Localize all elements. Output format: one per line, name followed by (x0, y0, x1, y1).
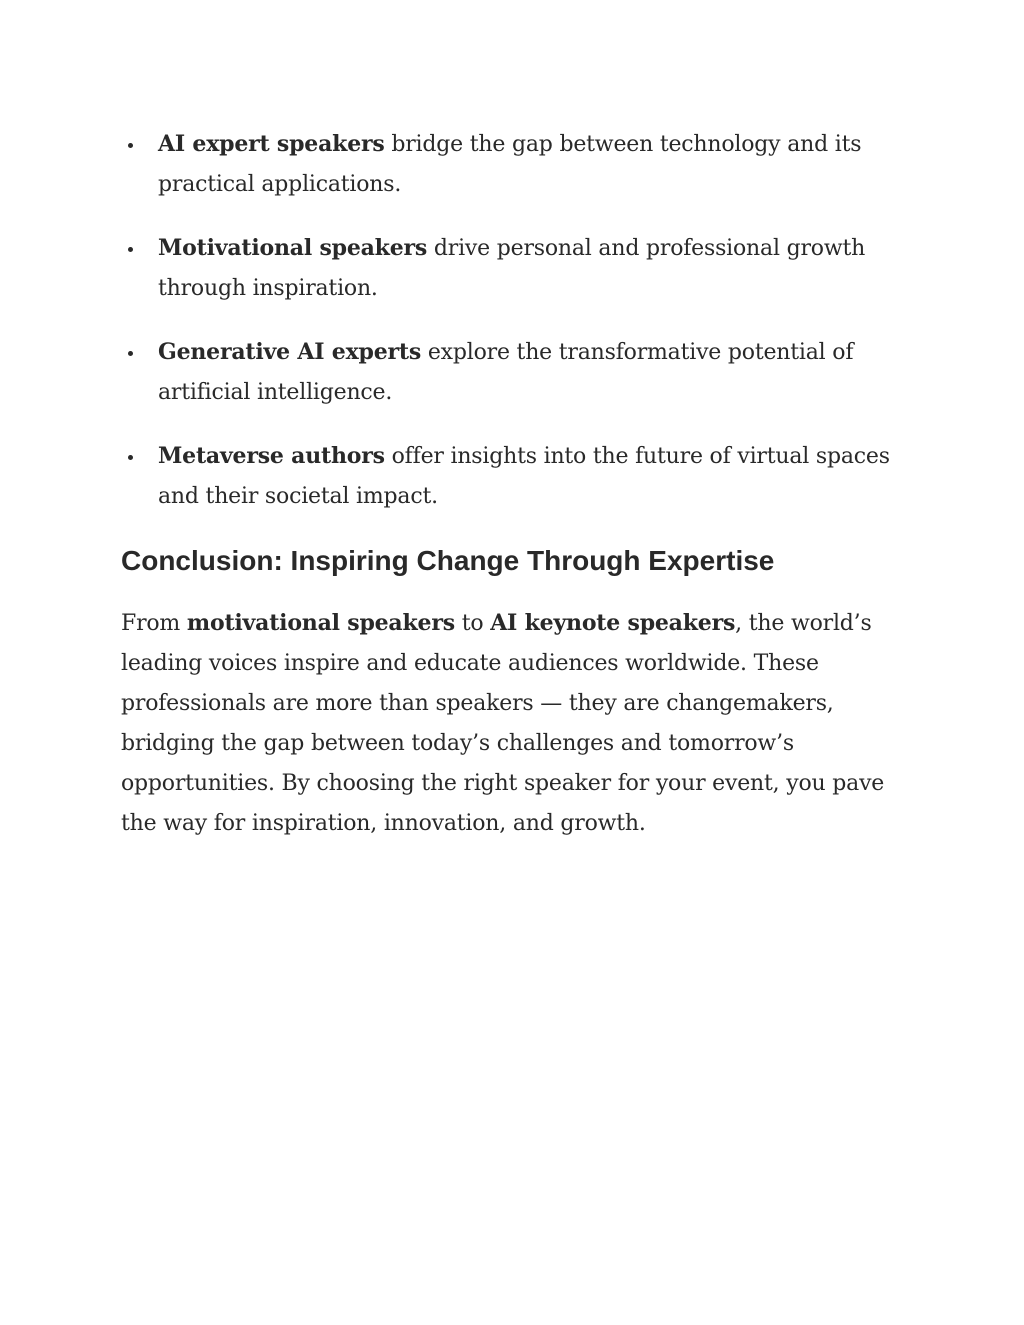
list-item-text: offer insights into the future of virtual spaces and their societal impact. (158, 444, 890, 509)
list-item-term: Generative AI experts (158, 339, 422, 365)
list-item-text: drive personal and professional growth through inspiration. (158, 236, 866, 301)
list-item (121, 332, 911, 413)
paragraph-emphasis: motivational speakers (186, 610, 455, 636)
paragraph-text: to (454, 611, 491, 636)
bullet-icon (128, 247, 133, 252)
list-item-text: bridge the gap between technology and its practical applications. (158, 132, 862, 197)
bullet-icon (128, 143, 133, 148)
list-item (121, 436, 911, 517)
list-item-term: AI expert speakers (158, 131, 385, 157)
bullet-icon (128, 351, 133, 356)
list-item (121, 124, 911, 205)
paragraph-text: , the world’s leading voices inspire and educate audiences worldwide. These professionals are more than speakers — they are changemakers, bridging the gap between today’s challenges and tomorrow’s opportunities. By choosing the right speaker for your event, you pave the way for inspiration, innovation, and growth. (121, 611, 885, 836)
document-page (121, 124, 911, 844)
speaker-type-list (121, 124, 911, 517)
conclusion-paragraph (121, 603, 911, 844)
paragraph-emphasis: AI keynote speakers (490, 610, 736, 636)
bullet-icon (128, 455, 133, 460)
list-item-term: Motivational speakers (158, 235, 428, 261)
conclusion-heading: Conclusion: Inspiring Change Through Expertise (121, 545, 775, 576)
list-item (121, 228, 911, 309)
list-item-term: Metaverse authors (158, 443, 385, 469)
paragraph-text: From (121, 611, 187, 636)
list-item-text: explore the transformative potential of artificial intelligence. (158, 340, 854, 405)
